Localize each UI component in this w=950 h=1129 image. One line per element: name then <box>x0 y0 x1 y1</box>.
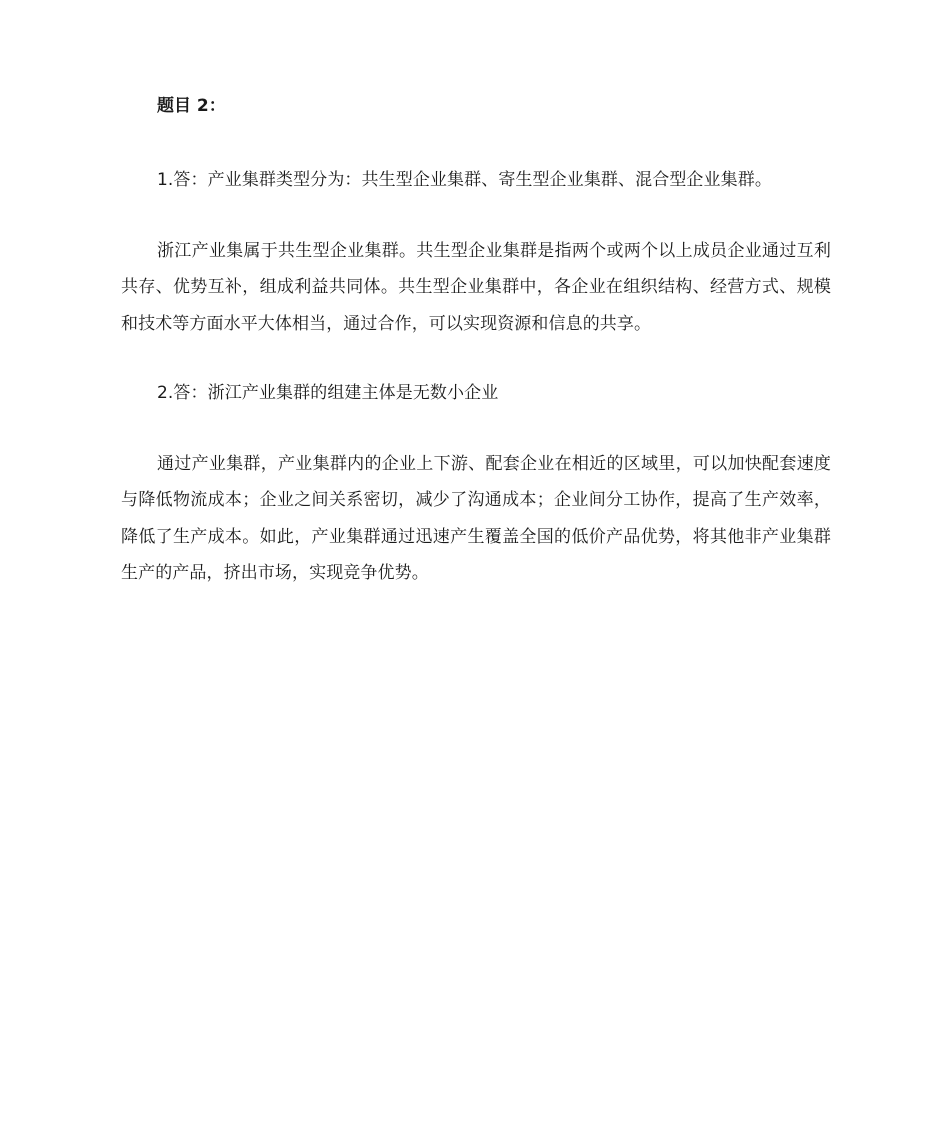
document-body <box>121 92 831 625</box>
answer-1-paragraph: 1.答：产业集群类型分为：共生型企业集群、寄生型企业集群、混合型企业集群。 <box>157 170 772 190</box>
answer-1-explanation-paragraph: 浙江产业集属于共生型企业集群。共生型企业集群是指两个或两个以上成员企业通过互利共存、优势互补，组成利益共同体。共生型企业集群中，各企业在组织结构、经营方式、规模和技术等方面水平大体相当，通过合作，可以实现资源和信息的共享。 <box>121 240 831 334</box>
question-title: 题目 2： <box>157 96 226 116</box>
answer-2-paragraph: 2.答：浙江产业集群的组建主体是无数小企业 <box>157 383 499 403</box>
answer-2-explanation-paragraph: 通过产业集群，产业集群内的企业上下游、配套企业在相近的区域里，可以加快配套速度与降低物流成本；企业之间关系密切，减少了沟通成本；企业间分工协作，提高了生产效率，降低了生产成本。如此，产业集群通过迅速产生覆盖全国的低价产品优势，将其他非产业集群生产的产品，挤出市场，实现竞争优势。 <box>121 453 831 583</box>
